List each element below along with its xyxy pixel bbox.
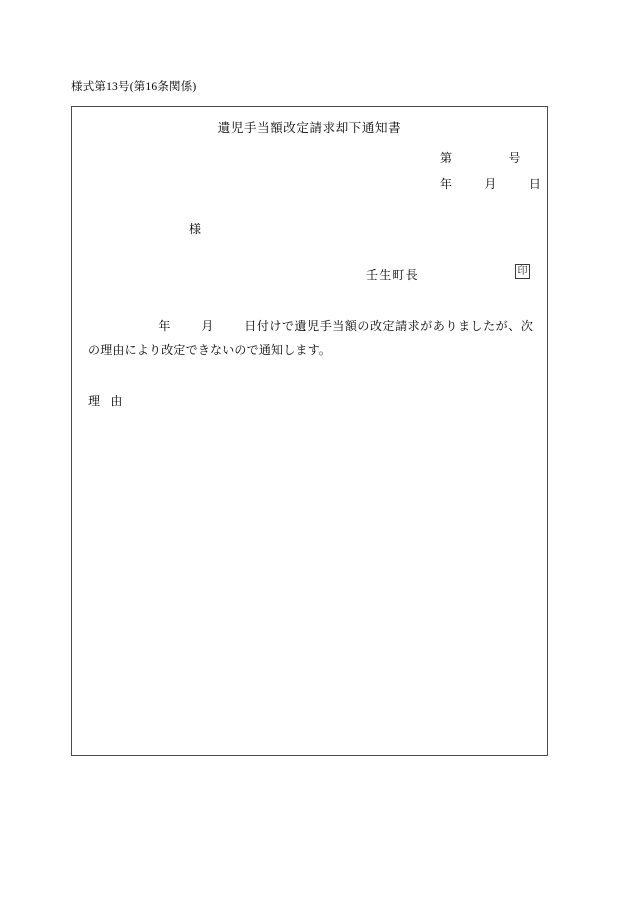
date-month-label: 月	[484, 177, 497, 191]
issuer-name: 壬生町長	[366, 268, 419, 282]
body-paragraph	[88, 314, 533, 362]
document-date-line	[440, 175, 541, 192]
body-month-label: 月	[200, 319, 214, 333]
number-suffix-label: 号	[508, 151, 521, 165]
body-text-line-1: 日付けで遺児手当額の改定請求がありましたが、次の理由に	[88, 319, 534, 357]
body-year-label: 年	[158, 319, 171, 333]
date-year-label: 年	[440, 177, 453, 191]
document-number-line	[440, 149, 521, 166]
date-day-label: 日	[528, 177, 542, 191]
reason-label-char-2: 由	[110, 394, 123, 408]
document-title: 遺児手当額改定請求却下通知書	[217, 121, 402, 135]
reason-label-char-1: 理	[88, 394, 101, 408]
number-prefix-label: 第	[440, 151, 453, 165]
reason-entry-area[interactable]	[88, 417, 533, 737]
addressee-honorific: 様	[189, 222, 202, 236]
form-number: 様式第13号(第16条関係)	[71, 81, 197, 93]
body-text-line-2: より改定できないので通知します。	[136, 343, 332, 357]
document-frame	[71, 106, 548, 756]
seal-stamp-box: 印	[515, 264, 530, 279]
reason-label	[88, 392, 123, 409]
